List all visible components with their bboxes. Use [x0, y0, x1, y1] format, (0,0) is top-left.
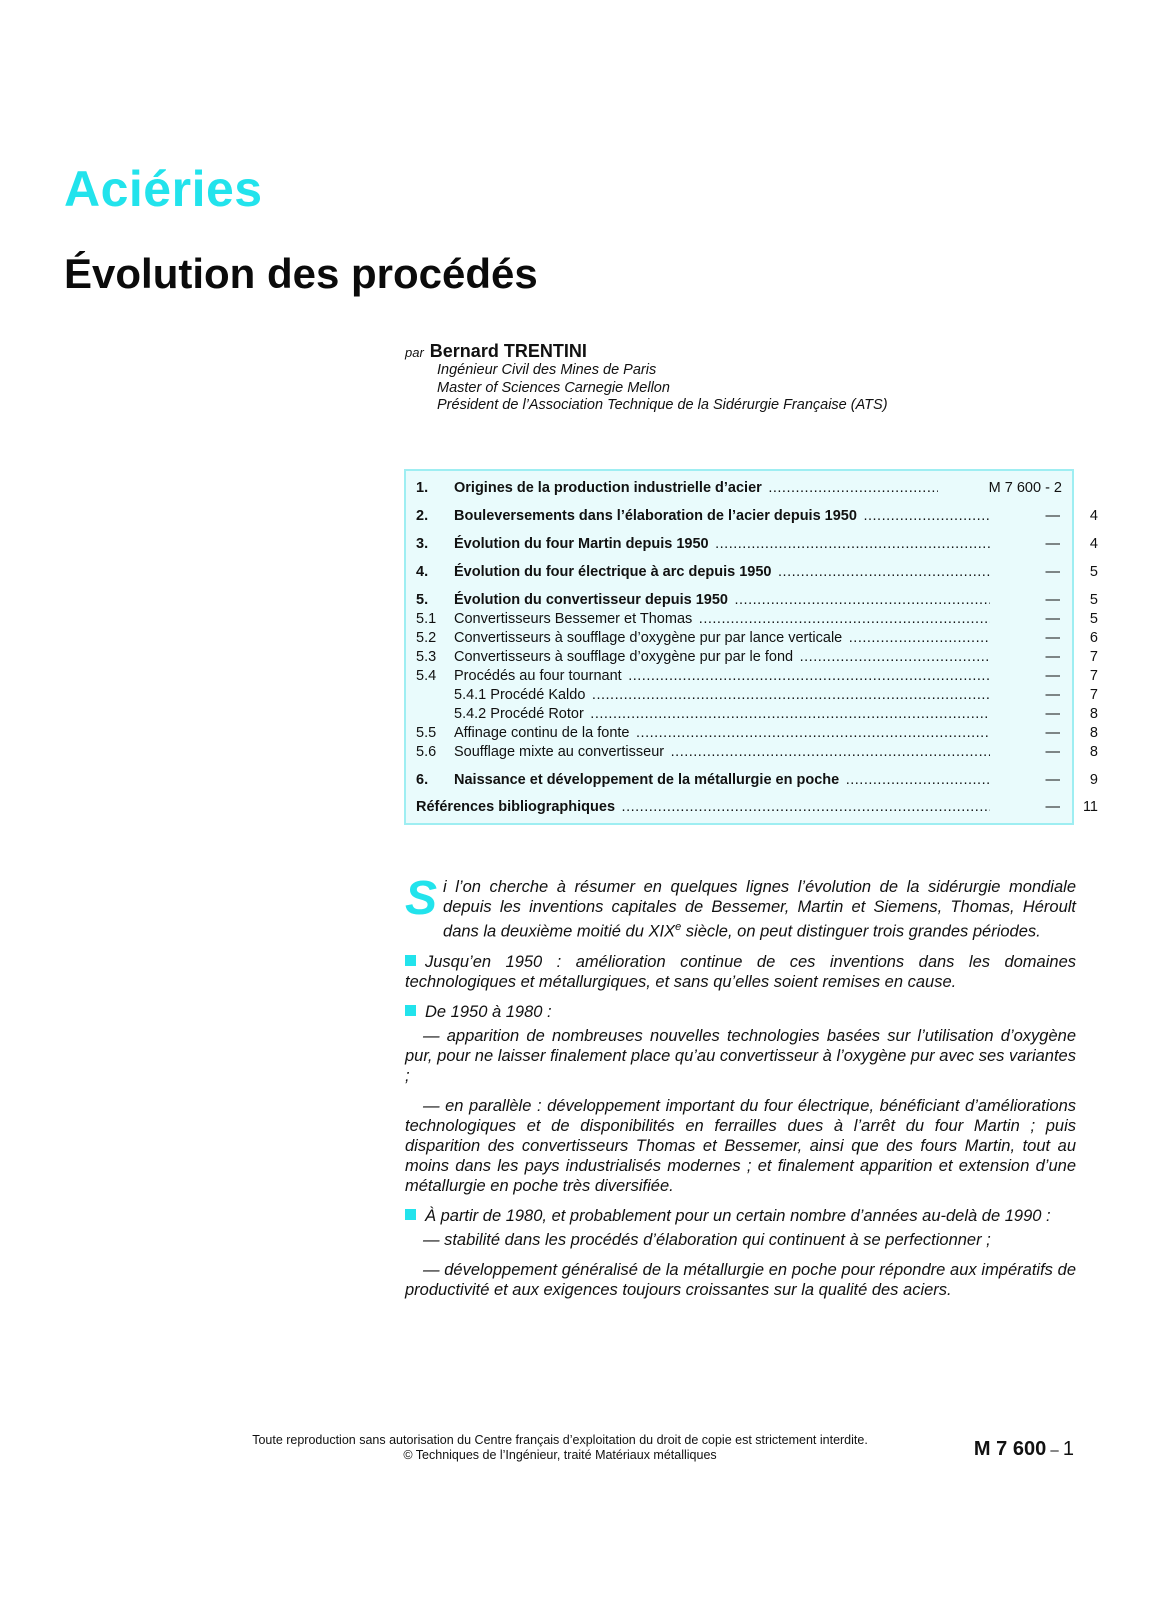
- period-2-item: — en parallèle : développement important du four électrique, bénéficiant d’améliorations technologiques et de disponibilités en ferrailles dues à l’arrêt du four Martin ; puis disparition des convertisseurs Thomas et Bessemer, ainsi que des fours Martin, tout au moins dans les pays industrialisés modernes ; et finalement apparition et extension d’une métallurgie en poche très diversifiée.: [405, 1096, 1076, 1195]
- toc-page: 6: [1089, 630, 1098, 646]
- toc-row[interactable]: [416, 479, 1060, 497]
- intro-paragraph: Si l’on cherche à résumer en quelques lignes l’évolution de la sidérurgie mondiale depuis les inventions capitales de Bessemer, Martin et Siemens, Thomas, Héroult dans la deuxième moitié du XIXe siècle, on peut distinguer trois grandes périodes.: [405, 872, 1076, 941]
- toc-row[interactable]: [416, 648, 1098, 666]
- toc-page: 7: [1089, 668, 1098, 684]
- toc-number: 5.3: [416, 649, 437, 665]
- toc-row[interactable]: [416, 591, 1098, 609]
- toc-page: 5: [1089, 592, 1098, 608]
- toc-row[interactable]: [416, 724, 1098, 742]
- series-title: Aciéries: [64, 161, 263, 217]
- toc-page: 9: [1089, 772, 1098, 788]
- period-1: Jusqu’en 1950 : amélioration continue de ces inventions dans les domaines technologiques et métallurgiques, et sans qu’elles soient remises en cause.: [405, 952, 1076, 991]
- author-credential: Président de l’Association Technique de la Sidérurgie Française (ATS): [437, 397, 888, 413]
- toc-dash: —: [1045, 687, 1060, 703]
- toc-row[interactable]: [416, 535, 1098, 553]
- toc-label: Évolution du four électrique à arc depuis 1950 .....: [454, 563, 990, 581]
- toc-number: 5.6: [416, 744, 437, 760]
- toc-page: M 7 600 - 2: [988, 480, 1062, 496]
- toc-row[interactable]: [416, 771, 1098, 789]
- toc-number: 6.: [416, 772, 429, 788]
- toc-dash: —: [1045, 508, 1060, 524]
- toc-dash: —: [1045, 564, 1060, 580]
- period-2-heading: De 1950 à 1980 :: [405, 1002, 1076, 1022]
- copyright-line: Toute reproduction sans autorisation du Centre français d’exploitation du droit de copie est strictement interdite.: [252, 1433, 868, 1447]
- toc-row[interactable]: [416, 686, 1098, 704]
- toc-label: Naissance et développement de la métallurgie en poche .....: [454, 771, 990, 789]
- toc-dash: —: [1045, 536, 1060, 552]
- toc-row[interactable]: [416, 610, 1098, 628]
- toc-label: Convertisseurs à soufflage d’oxygène pur par lance verticale .....: [454, 629, 990, 647]
- toc-number: 4.: [416, 564, 429, 580]
- toc-dash: —: [1045, 725, 1060, 741]
- author-line: [405, 341, 1075, 362]
- toc-row[interactable]: [416, 629, 1098, 647]
- toc-page: 8: [1089, 725, 1098, 741]
- toc-page: 5: [1089, 611, 1098, 627]
- toc-row[interactable]: [416, 667, 1098, 685]
- toc-label: Origines de la production industrielle d’acier .....: [454, 479, 938, 497]
- author-name: Bernard TRENTINI: [429, 341, 587, 361]
- period-3-heading: À partir de 1980, et probablement pour un certain nombre d’années au-delà de 1990 :: [405, 1206, 1076, 1226]
- toc-page: 4: [1089, 536, 1098, 552]
- page-number: 1: [1062, 1438, 1074, 1460]
- toc-row[interactable]: [416, 563, 1098, 581]
- drop-cap: S: [405, 872, 438, 925]
- toc-label: Convertisseurs Bessemer et Thomas .....: [454, 610, 990, 628]
- period-2-item: — apparition de nombreuses nouvelles technologies basées sur l’utilisation d’oxygène pur, pour ne laisser finalement place qu’au convertisseur à l’oxygène pur avec ses variantes ;: [405, 1026, 1076, 1085]
- page-separator: –: [1046, 1442, 1063, 1459]
- toc-label: Bouleversements dans l’élaboration de l’acier depuis 1950 .....: [454, 507, 990, 525]
- toc-dash: —: [1045, 799, 1060, 815]
- toc-page: 11: [1082, 799, 1098, 815]
- document-code: M 7 600: [973, 1438, 1047, 1460]
- page-title: Évolution des procédés: [64, 250, 538, 297]
- square-bullet-icon: [405, 1005, 416, 1016]
- toc-dash: —: [1045, 630, 1060, 646]
- intro-text: [405, 872, 1076, 1310]
- page-reference: [974, 1438, 1074, 1461]
- toc-dash: —: [1045, 592, 1060, 608]
- toc-row[interactable]: [416, 705, 1098, 723]
- toc-dash: —: [1045, 772, 1060, 788]
- toc-page: 7: [1089, 649, 1098, 665]
- square-bullet-icon: [405, 955, 416, 966]
- toc-number: 5.5: [416, 725, 437, 741]
- toc-number: 5.1: [416, 611, 437, 627]
- table-of-contents: [404, 469, 1098, 825]
- toc-number: 2.: [416, 508, 429, 524]
- author-block: [405, 341, 1075, 415]
- toc-dash: —: [1045, 668, 1060, 684]
- toc-label: 5.4.1 Procédé Kaldo .....: [454, 686, 990, 704]
- toc-page: 4: [1089, 508, 1098, 524]
- toc-number: 1.: [416, 480, 429, 496]
- toc-label: 5.4.2 Procédé Rotor .....: [454, 705, 990, 723]
- author-prefix: par: [405, 345, 424, 360]
- toc-label: Évolution du convertisseur depuis 1950 .....: [454, 591, 990, 609]
- toc-dash: —: [1045, 706, 1060, 722]
- toc-page: 8: [1089, 744, 1098, 760]
- toc-number: 3.: [416, 536, 429, 552]
- toc-label: Évolution du four Martin depuis 1950 .....: [454, 535, 990, 553]
- toc-number: 5.: [416, 592, 429, 608]
- author-credential: Ingénieur Civil des Mines de Paris: [437, 362, 657, 378]
- toc-label: Références bibliographiques .....: [416, 798, 990, 816]
- toc-page: 5: [1089, 564, 1098, 580]
- toc-dash: —: [1045, 649, 1060, 665]
- copyright-notice: [200, 1433, 920, 1463]
- toc-number: 5.4: [416, 668, 437, 684]
- toc-label: Procédés au four tournant .....: [454, 667, 990, 685]
- toc-label: Soufflage mixte au convertisseur .....: [454, 743, 990, 761]
- toc-number: 5.2: [416, 630, 437, 646]
- toc-row[interactable]: [416, 507, 1098, 525]
- toc-page: 7: [1089, 687, 1098, 703]
- toc-label: Convertisseurs à soufflage d’oxygène pur par le fond .....: [454, 648, 990, 666]
- period-3-item: — stabilité dans les procédés d’élaboration qui continuent à se perfectionner ;: [423, 1230, 991, 1249]
- toc-label: Affinage continu de la fonte .....: [454, 724, 990, 742]
- toc-row[interactable]: [416, 743, 1098, 761]
- toc-dash: —: [1045, 744, 1060, 760]
- author-credential: Master of Sciences Carnegie Mellon: [437, 379, 670, 396]
- period-3-item: — développement généralisé de la métallurgie en poche pour répondre aux impératifs de productivité et aux exigences toujours croissantes sur la qualité des aciers.: [405, 1260, 1076, 1299]
- copyright-line: © Techniques de l’Ingénieur, traité Matériaux métalliques: [403, 1448, 717, 1462]
- toc-row[interactable]: [416, 798, 1098, 816]
- toc-dash: —: [1045, 611, 1060, 627]
- square-bullet-icon: [405, 1209, 416, 1220]
- toc-page: 8: [1089, 706, 1098, 722]
